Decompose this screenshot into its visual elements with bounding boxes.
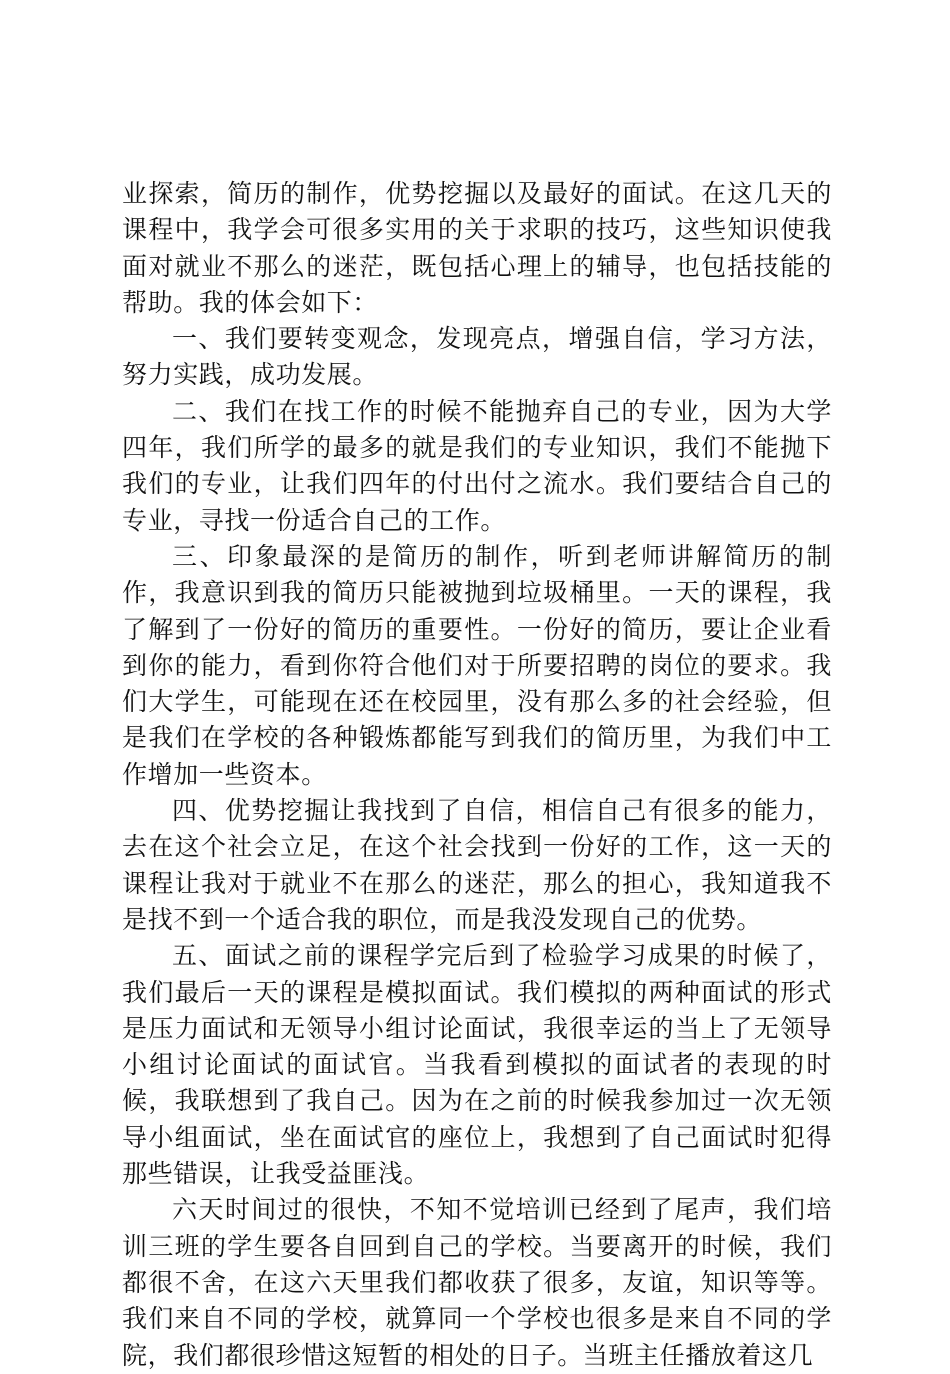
paragraph-closing: 六天时间过的很快，不知不觉培训已经到了尾声，我们培训三班的学生要各自回到自己的学校。当要离开的时候，我们都很不舍，在这六天里我们都收获了很多，友谊，知识等等。我们来自不同的学校，就算同一个学校也很多是来自不同的学院，我们都很珍惜这短暂的相处的日子。当班主任播放着这几 bbox=[122, 1195, 832, 1370]
paragraph-point-2: 二、我们在找工作的时候不能抛弃自己的专业，因为大学四年，我们所学的最多的就是我们的专业知识，我们不能抛下我们的专业，让我们四年的付出付之流水。我们要结合自己的专业，寻找一份适合自己的工作。 bbox=[122, 396, 832, 535]
paragraph-point-5: 五、面试之前的课程学完后到了检验学习成果的时候了，我们最后一天的课程是模拟面试。我们模拟的两种面试的形式是压力面试和无领导小组讨论面试，我很幸运的当上了无领导小组讨论面试的面试官。当我看到模拟的面试者的表现的时候，我联想到了我自己。因为在之前的时候我参加过一次无领导小组面试，坐在面试官的座位上，我想到了自己面试时犯得那些错误，让我受益匪浅。 bbox=[122, 941, 832, 1189]
document-body bbox=[122, 176, 832, 1374]
paragraph-point-3: 三、印象最深的是简历的制作，听到老师讲解简历的制作，我意识到我的简历只能被抛到垃圾桶里。一天的课程，我了解到了一份好的简历的重要性。一份好的简历，要让企业看到你的能力，看到你符合他们对于所要招聘的岗位的要求。我们大学生，可能现在还在校园里，没有那么多的社会经验，但是我们在学校的各种锻炼都能写到我们的简历里，为我们中工作增加一些资本。 bbox=[122, 541, 832, 789]
paragraph-intro-continuation: 业探索，简历的制作，优势挖掘以及最好的面试。在这几天的课程中，我学会可很多实用的关于求职的技巧，这些知识使我面对就业不那么的迷茫，既包括心理上的辅导，也包括技能的帮助。我的体会如下： bbox=[122, 179, 832, 317]
paragraph-point-1: 一、我们要转变观念，发现亮点，增强自信，学习方法，努力实践，成功发展。 bbox=[122, 324, 832, 390]
paragraph-point-4: 四、优势挖掘让我找到了自信，相信自己有很多的能力，去在这个社会立足，在这个社会找到一份好的工作，这一天的课程让我对于就业不在那么的迷茫，那么的担心，我知道我不是找不到一个适合我的职位，而是我没发现自己的优势。 bbox=[122, 796, 832, 934]
